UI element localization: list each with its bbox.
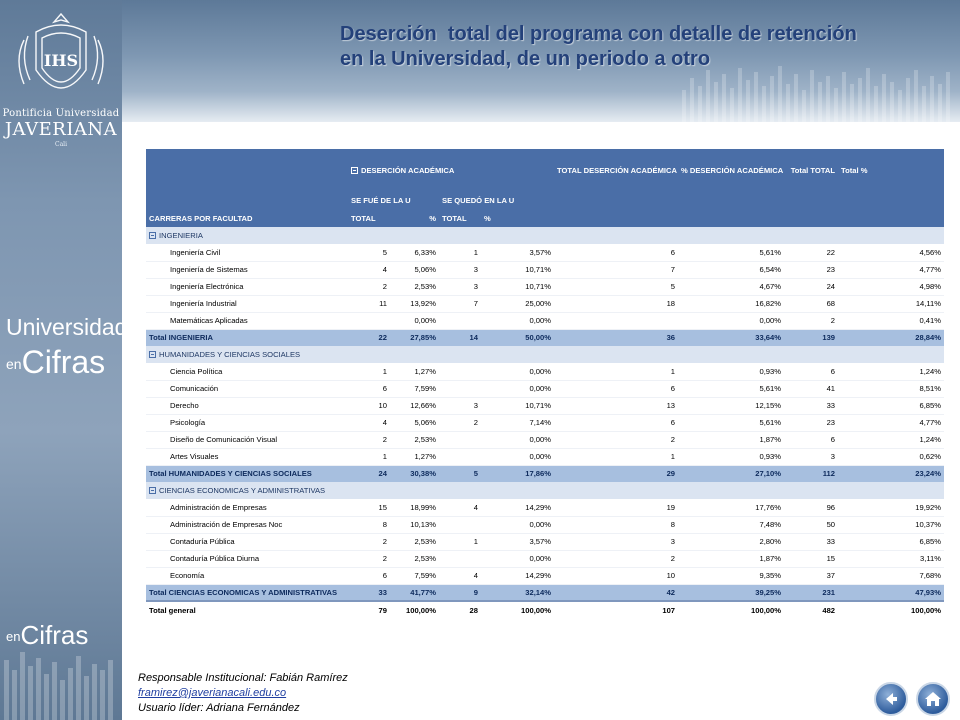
total-value-cell: 39,25% — [678, 584, 784, 601]
value-cell: 12,66% — [390, 397, 439, 414]
header-blank-6 — [838, 191, 944, 209]
value-cell: 0,00% — [481, 550, 554, 567]
header-blank-8 — [678, 209, 784, 227]
value-cell: 4,67% — [678, 278, 784, 295]
title-line2: en la Universidad, de un periodo a otro — [340, 48, 711, 70]
value-cell — [439, 431, 481, 448]
total-value-cell: 139 — [784, 329, 838, 346]
value-cell: 0,00% — [481, 448, 554, 465]
value-cell — [439, 448, 481, 465]
header-row-1 — [146, 149, 944, 191]
responsable-text: Responsable Institucional: Fabián Ramírez — [138, 672, 348, 684]
header-blank-4 — [678, 191, 784, 209]
value-cell: 16,82% — [678, 295, 784, 312]
program-name: Administración de Empresas Noc — [146, 516, 348, 533]
value-cell: 0,93% — [678, 448, 784, 465]
value-cell: 5,61% — [678, 244, 784, 261]
grand-total-row — [146, 601, 944, 618]
value-cell: 19 — [554, 499, 678, 516]
total-value-cell: 27,85% — [390, 329, 439, 346]
value-cell: 18,99% — [390, 499, 439, 516]
value-cell: 7,14% — [481, 414, 554, 431]
program-name: Ingeniería Industrial — [146, 295, 348, 312]
faculty-total-label: Total HUMANIDADES Y CIENCIAS SOCIALES — [146, 465, 348, 482]
desercion-label: DESERCIÓN ACADÉMICA — [361, 165, 455, 175]
value-cell: 3 — [439, 261, 481, 278]
header — [122, 0, 960, 122]
value-cell: 14,29% — [481, 567, 554, 584]
faculty-total-row — [146, 465, 944, 482]
value-cell: 5,61% — [678, 414, 784, 431]
value-cell: 10,13% — [390, 516, 439, 533]
value-cell: 1,87% — [678, 550, 784, 567]
value-cell: 1,87% — [678, 431, 784, 448]
value-cell: 5,06% — [390, 261, 439, 278]
value-cell: 12,15% — [678, 397, 784, 414]
value-cell: 25,00% — [481, 295, 554, 312]
value-cell: 4,56% — [838, 244, 944, 261]
total-value-cell: 47,93% — [838, 584, 944, 601]
value-cell: 1 — [439, 533, 481, 550]
value-cell: 3,57% — [481, 244, 554, 261]
table-row — [146, 414, 944, 431]
total-value-cell: 29 — [554, 465, 678, 482]
total-value-cell: 17,86% — [481, 465, 554, 482]
value-cell: 2 — [348, 278, 390, 295]
faculty-total-row — [146, 584, 944, 601]
faculty-label[interactable] — [146, 346, 944, 363]
grand-total-value: 107 — [554, 601, 678, 618]
collapse-icon[interactable] — [351, 167, 358, 174]
value-cell: 15 — [348, 499, 390, 516]
value-cell: 2 — [439, 414, 481, 431]
program-name: Ciencia Política — [146, 363, 348, 380]
brand-line1: Universidad — [6, 314, 128, 340]
header-total-total: Total TOTAL — [784, 149, 838, 191]
program-name: Derecho — [146, 397, 348, 414]
total-value-cell: 36 — [554, 329, 678, 346]
value-cell: 37 — [784, 567, 838, 584]
grand-total-value: 28 — [439, 601, 481, 618]
header-desercion[interactable] — [348, 149, 554, 191]
value-cell — [439, 380, 481, 397]
faculty-row[interactable] — [146, 227, 944, 244]
grand-total-value: 100,00% — [481, 601, 554, 618]
total-value-cell: 41,77% — [390, 584, 439, 601]
table-row — [146, 567, 944, 584]
collapse-icon[interactable] — [149, 351, 156, 358]
value-cell: 6 — [348, 380, 390, 397]
value-cell: 96 — [784, 499, 838, 516]
value-cell: 33 — [784, 533, 838, 550]
value-cell: 3 — [439, 278, 481, 295]
total-value-cell: 5 — [439, 465, 481, 482]
value-cell: 1 — [348, 448, 390, 465]
header-total-desercion: TOTAL DESERCIÓN ACADÉMICA — [554, 149, 678, 191]
faculty-name: INGENIERIA — [159, 231, 203, 240]
total-value-cell: 112 — [784, 465, 838, 482]
header-blank-2 — [146, 191, 348, 209]
value-cell: 6 — [554, 244, 678, 261]
value-cell: 4,77% — [838, 261, 944, 278]
university-crest-icon — [10, 10, 112, 110]
total-value-cell: 27,10% — [678, 465, 784, 482]
program-name: Ingeniería Civil — [146, 244, 348, 261]
program-name: Contaduría Pública — [146, 533, 348, 550]
pivot-table-container — [146, 149, 944, 619]
value-cell: 18 — [554, 295, 678, 312]
value-cell: 0,00% — [481, 312, 554, 329]
header-row-2 — [146, 191, 944, 209]
value-cell: 2,53% — [390, 533, 439, 550]
decorative-bars-icon — [0, 640, 122, 720]
value-cell: 4,98% — [838, 278, 944, 295]
value-cell: 2,80% — [678, 533, 784, 550]
header-blank-3 — [554, 191, 678, 209]
value-cell: 68 — [784, 295, 838, 312]
table-row — [146, 516, 944, 533]
pivot-table — [146, 149, 944, 618]
value-cell: 10,71% — [481, 278, 554, 295]
value-cell: 3 — [554, 533, 678, 550]
value-cell: 8,51% — [838, 380, 944, 397]
value-cell: 0,00% — [390, 312, 439, 329]
program-name: Comunicación — [146, 380, 348, 397]
faculty-total-label: Total CIENCIAS ECONOMICAS Y ADMINISTRATIVAS — [146, 584, 348, 601]
header-pct-desercion: % DESERCIÓN ACADÉMICA — [678, 149, 784, 191]
faculty-label[interactable] — [146, 227, 944, 244]
value-cell: 9,35% — [678, 567, 784, 584]
grand-total-value: 100,00% — [838, 601, 944, 618]
value-cell: 3,57% — [481, 533, 554, 550]
value-cell — [348, 312, 390, 329]
total-value-cell: 30,38% — [390, 465, 439, 482]
value-cell: 4 — [348, 261, 390, 278]
brand-line2 — [6, 344, 105, 381]
total-value-cell: 9 — [439, 584, 481, 601]
title-line1: Deserción total del programa con detalle de retención — [340, 23, 857, 45]
value-cell: 7 — [554, 261, 678, 278]
program-name: Ingeniería Electrónica — [146, 278, 348, 295]
value-cell: 0,93% — [678, 363, 784, 380]
home-icon — [924, 690, 942, 708]
value-cell: 15 — [784, 550, 838, 567]
value-cell: 13 — [554, 397, 678, 414]
total-value-cell: 33 — [348, 584, 390, 601]
footer — [138, 671, 348, 716]
grand-total-value: 100,00% — [678, 601, 784, 618]
value-cell: 5,06% — [390, 414, 439, 431]
value-cell: 2 — [554, 550, 678, 567]
back-arrow-icon — [882, 690, 900, 708]
value-cell — [439, 516, 481, 533]
value-cell: 41 — [784, 380, 838, 397]
value-cell: 0,00% — [678, 312, 784, 329]
total-value-cell: 22 — [348, 329, 390, 346]
value-cell: 10,71% — [481, 397, 554, 414]
collapse-icon[interactable] — [149, 487, 156, 494]
sidebar — [0, 0, 128, 720]
svg-text:IHS: IHS — [43, 51, 79, 70]
value-cell: 6,54% — [678, 261, 784, 278]
header-blank-5 — [784, 191, 838, 209]
total-value-cell: 231 — [784, 584, 838, 601]
value-cell: 1,27% — [390, 363, 439, 380]
table-row — [146, 278, 944, 295]
value-cell: 0,00% — [481, 380, 554, 397]
value-cell: 3,11% — [838, 550, 944, 567]
header-se-quedo: SE QUEDÓ EN LA U — [439, 191, 554, 209]
table-row — [146, 380, 944, 397]
value-cell: 2,53% — [390, 278, 439, 295]
grand-total-value: 100,00% — [390, 601, 439, 618]
logo-city: Cali — [54, 141, 67, 148]
value-cell: 13,92% — [390, 295, 439, 312]
value-cell: 1,24% — [838, 363, 944, 380]
value-cell: 7,59% — [390, 380, 439, 397]
value-cell: 5 — [554, 278, 678, 295]
value-cell: 19,92% — [838, 499, 944, 516]
total-value-cell: 32,14% — [481, 584, 554, 601]
value-cell: 6,85% — [838, 397, 944, 414]
faculty-total-row — [146, 329, 944, 346]
header-se-fue: SE FUÉ DE LA U — [348, 191, 439, 209]
page-title — [340, 22, 940, 72]
home-button[interactable] — [916, 682, 950, 716]
value-cell: 1,27% — [390, 448, 439, 465]
value-cell: 7,59% — [390, 567, 439, 584]
brand-en: en — [6, 356, 22, 372]
value-cell: 0,00% — [481, 431, 554, 448]
value-cell: 8 — [554, 516, 678, 533]
value-cell: 0,62% — [838, 448, 944, 465]
back-button[interactable] — [874, 682, 908, 716]
value-cell: 6,85% — [838, 533, 944, 550]
value-cell: 2,53% — [390, 431, 439, 448]
value-cell: 5,61% — [678, 380, 784, 397]
header-blank-9 — [784, 209, 838, 227]
value-cell: 6 — [554, 380, 678, 397]
table-row — [146, 397, 944, 414]
program-name: Contaduría Pública Diurna — [146, 550, 348, 567]
value-cell: 1,24% — [838, 431, 944, 448]
grand-total-label: Total general — [146, 601, 348, 618]
total-value-cell: 33,64% — [678, 329, 784, 346]
faculty-name: CIENCIAS ECONOMICAS Y ADMINISTRATIVAS — [159, 486, 326, 495]
value-cell: 2 — [348, 431, 390, 448]
value-cell — [554, 312, 678, 329]
table-row — [146, 312, 944, 329]
value-cell: 10 — [554, 567, 678, 584]
value-cell: 14,11% — [838, 295, 944, 312]
collapse-icon[interactable] — [149, 232, 156, 239]
value-cell: 4 — [439, 567, 481, 584]
value-cell: 1 — [554, 363, 678, 380]
total-value-cell: 23,24% — [838, 465, 944, 482]
logo-line1: Pontificia Universidad — [2, 108, 120, 119]
value-cell — [439, 312, 481, 329]
value-cell: 4 — [348, 414, 390, 431]
value-cell: 3 — [439, 397, 481, 414]
table-row — [146, 533, 944, 550]
table-row — [146, 499, 944, 516]
value-cell: 0,00% — [481, 363, 554, 380]
value-cell: 2 — [348, 533, 390, 550]
grand-total-value: 482 — [784, 601, 838, 618]
total-value-cell: 24 — [348, 465, 390, 482]
value-cell: 50 — [784, 516, 838, 533]
email-link[interactable]: framirez@javerianacali.edu.co — [138, 687, 287, 699]
faculty-total-label: Total INGENIERIA — [146, 329, 348, 346]
program-name: Economía — [146, 567, 348, 584]
value-cell: 24 — [784, 278, 838, 295]
table-row — [146, 448, 944, 465]
table-row — [146, 431, 944, 448]
header-blank-10 — [838, 209, 944, 227]
header-total-fue: TOTAL — [348, 209, 390, 227]
value-cell: 7 — [439, 295, 481, 312]
program-name: Administración de Empresas — [146, 499, 348, 516]
header-row-3 — [146, 209, 944, 227]
value-cell: 8 — [348, 516, 390, 533]
faculty-row[interactable] — [146, 346, 944, 363]
brand-bottom-en: en — [6, 629, 21, 644]
value-cell: 6 — [554, 414, 678, 431]
value-cell: 4 — [439, 499, 481, 516]
faculty-label[interactable] — [146, 482, 944, 499]
value-cell: 7,48% — [678, 516, 784, 533]
value-cell: 2 — [348, 550, 390, 567]
program-name: Psicología — [146, 414, 348, 431]
value-cell: 2 — [554, 431, 678, 448]
value-cell: 2,53% — [390, 550, 439, 567]
table-row — [146, 550, 944, 567]
value-cell: 6 — [784, 431, 838, 448]
value-cell — [439, 363, 481, 380]
header-pct-quedo: % — [481, 209, 554, 227]
value-cell — [439, 550, 481, 567]
value-cell: 14,29% — [481, 499, 554, 516]
value-cell: 17,76% — [678, 499, 784, 516]
table-row — [146, 244, 944, 261]
program-name: Artes Visuales — [146, 448, 348, 465]
value-cell: 22 — [784, 244, 838, 261]
value-cell: 4,77% — [838, 414, 944, 431]
program-name: Ingeniería de Sistemas — [146, 261, 348, 278]
value-cell: 0,00% — [481, 516, 554, 533]
table-row — [146, 295, 944, 312]
brand-cifras: Cifras — [21, 344, 106, 380]
logo-line2: JAVERIANA — [4, 119, 118, 140]
table-row — [146, 363, 944, 380]
value-cell: 10 — [348, 397, 390, 414]
header-pct-fue: % — [390, 209, 439, 227]
brand-bottom-cifras: Cifras — [20, 620, 89, 650]
value-cell: 0,41% — [838, 312, 944, 329]
program-name: Diseño de Comunicación Visual — [146, 431, 348, 448]
value-cell: 10,37% — [838, 516, 944, 533]
value-cell: 23 — [784, 414, 838, 431]
total-value-cell: 28,84% — [838, 329, 944, 346]
value-cell: 6,33% — [390, 244, 439, 261]
value-cell: 6 — [784, 363, 838, 380]
header-carreras: CARRERAS POR FACULTAD — [146, 209, 348, 227]
header-total-pct: Total % — [838, 149, 944, 191]
value-cell: 11 — [348, 295, 390, 312]
table-row — [146, 261, 944, 278]
value-cell: 2 — [784, 312, 838, 329]
value-cell: 1 — [439, 244, 481, 261]
usuario-text: Usuario líder: Adriana Fernández — [138, 702, 300, 714]
value-cell: 23 — [784, 261, 838, 278]
value-cell: 1 — [348, 363, 390, 380]
total-value-cell: 50,00% — [481, 329, 554, 346]
total-value-cell: 14 — [439, 329, 481, 346]
value-cell: 10,71% — [481, 261, 554, 278]
header-blank — [146, 149, 348, 191]
value-cell: 1 — [554, 448, 678, 465]
value-cell: 3 — [784, 448, 838, 465]
faculty-name: HUMANIDADES Y CIENCIAS SOCIALES — [159, 350, 301, 359]
header-blank-7 — [554, 209, 678, 227]
value-cell: 5 — [348, 244, 390, 261]
grand-total-value: 79 — [348, 601, 390, 618]
header-total-quedo: TOTAL — [439, 209, 481, 227]
total-value-cell: 42 — [554, 584, 678, 601]
faculty-row[interactable] — [146, 482, 944, 499]
value-cell: 33 — [784, 397, 838, 414]
value-cell: 6 — [348, 567, 390, 584]
program-name: Matemáticas Aplicadas — [146, 312, 348, 329]
value-cell: 7,68% — [838, 567, 944, 584]
